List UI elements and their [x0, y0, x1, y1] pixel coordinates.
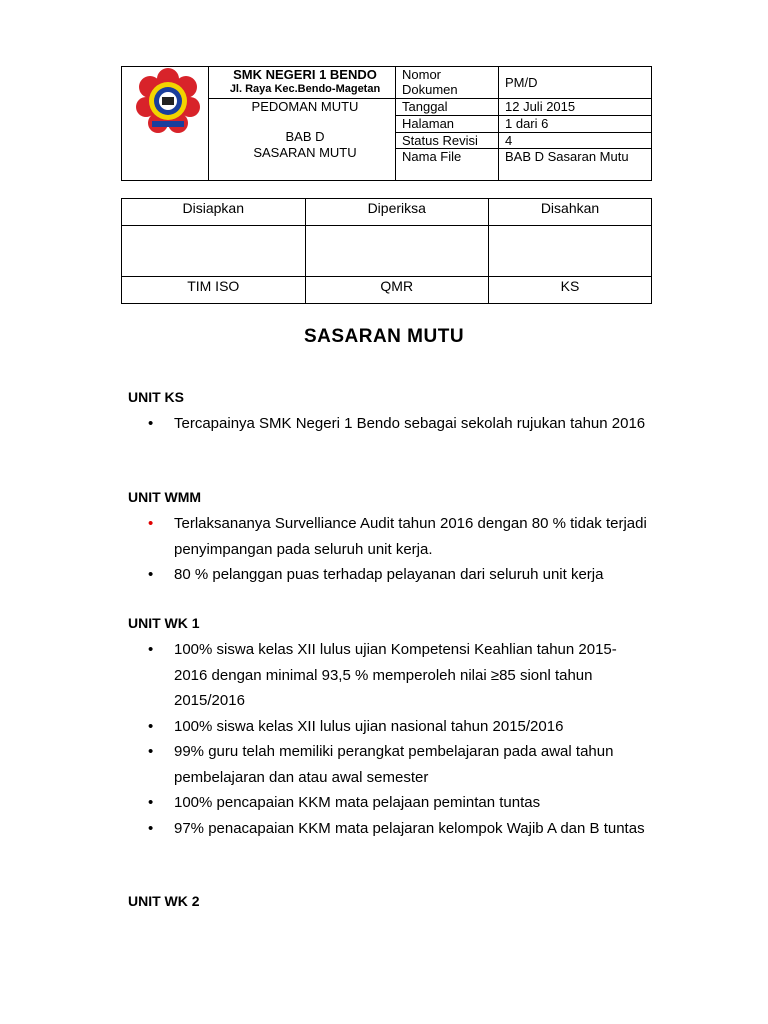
doc-info-cell: [209, 99, 396, 181]
filename-value: BAB D Sasaran Mutu: [499, 149, 652, 181]
bullet-icon: •: [148, 566, 154, 583]
school-logo-icon: [134, 67, 202, 135]
prepared-by: TIM ISO: [122, 277, 306, 304]
date-label: Tanggal: [396, 99, 499, 116]
revision-label: Status Revisi: [396, 133, 499, 149]
unit-ks-section: [128, 387, 648, 437]
checked-signature: [305, 226, 489, 277]
page-title: SASARAN MUTU: [303, 326, 465, 347]
prepared-header: Disiapkan: [122, 199, 306, 226]
list-item: • Terlaksananya Survelliance Audit tahun 2016 dengan 80 % tidak terjadi penyimpangan pada seluruh unit kerja.: [128, 511, 648, 562]
filename-label: Nama File: [396, 149, 499, 181]
unit-heading: UNIT KS: [128, 389, 184, 405]
revision-value: 4: [499, 133, 652, 149]
list-item: • 100% pencapaian KKM mata pelajaan pemintan tuntas: [128, 790, 648, 816]
date-value: 12 Juli 2015: [499, 99, 652, 116]
list-item: • 80 % pelanggan puas terhadap pelayanan dari seluruh unit kerja: [128, 562, 648, 588]
unit-wk1-section: [128, 613, 648, 841]
bullet-icon: •: [148, 415, 154, 432]
checked-header: Diperiksa: [305, 199, 489, 226]
bullet-icon: •: [148, 819, 154, 837]
list-item: • 97% penacapaian KKM mata pelajaran kelompok Wajib A dan B tuntas: [128, 816, 648, 842]
page-value: 1 dari 6: [499, 116, 652, 133]
list-item: • 100% siswa kelas XII lulus ujian nasional tahun 2015/2016: [128, 714, 648, 740]
school-title-cell: [209, 67, 396, 99]
list-item: • 100% siswa kelas XII lulus ujian Kompetensi Keahlian tahun 2015-2016 dengan minimal 93,5 % memperoleh nilai ≥85 sionl tahun 2015/2016: [128, 637, 648, 714]
doc-number-value: PM/D: [499, 67, 652, 99]
bullet-icon: •: [148, 641, 154, 658]
approved-header: Disahkan: [489, 199, 652, 226]
list-item: • 99% guru telah memiliki perangkat pembelajaran pada awal tahun pembelajaran dan atau awal semester: [128, 739, 648, 790]
bullet-icon: •: [148, 743, 154, 760]
doc-type: PEDOMAN MUTU: [251, 99, 359, 114]
bullet-icon: •: [148, 794, 154, 811]
checked-by: QMR: [305, 277, 489, 304]
document-header-table: [121, 66, 652, 181]
school-address: Jl. Raya Kec.Bendo-Magetan: [229, 83, 381, 95]
school-name: SMK NEGERI 1 BENDO: [233, 67, 377, 82]
page-label: Halaman: [396, 116, 499, 133]
chapter-label: BAB D: [285, 129, 325, 144]
unit-wk2-section: [128, 891, 648, 911]
unit-heading: UNIT WK 1: [128, 615, 200, 631]
logo-cell: [122, 67, 209, 181]
red-bullet-icon: •: [148, 515, 154, 532]
approved-signature: [489, 226, 652, 277]
unit-heading: UNIT WK 2: [128, 893, 200, 909]
doc-number-label: Nomor Dokumen: [396, 67, 499, 99]
unit-wmm-section: [128, 487, 648, 588]
unit-heading: UNIT WMM: [128, 489, 202, 505]
list-item: • Tercapainya SMK Negeri 1 Bendo sebagai sekolah rujukan tahun 2016: [128, 411, 648, 437]
approval-table: [121, 198, 652, 304]
bullet-icon: •: [148, 717, 154, 735]
prepared-signature: [122, 226, 306, 277]
approved-by: KS: [489, 277, 652, 304]
chapter-title: SASARAN MUTU: [253, 145, 357, 160]
